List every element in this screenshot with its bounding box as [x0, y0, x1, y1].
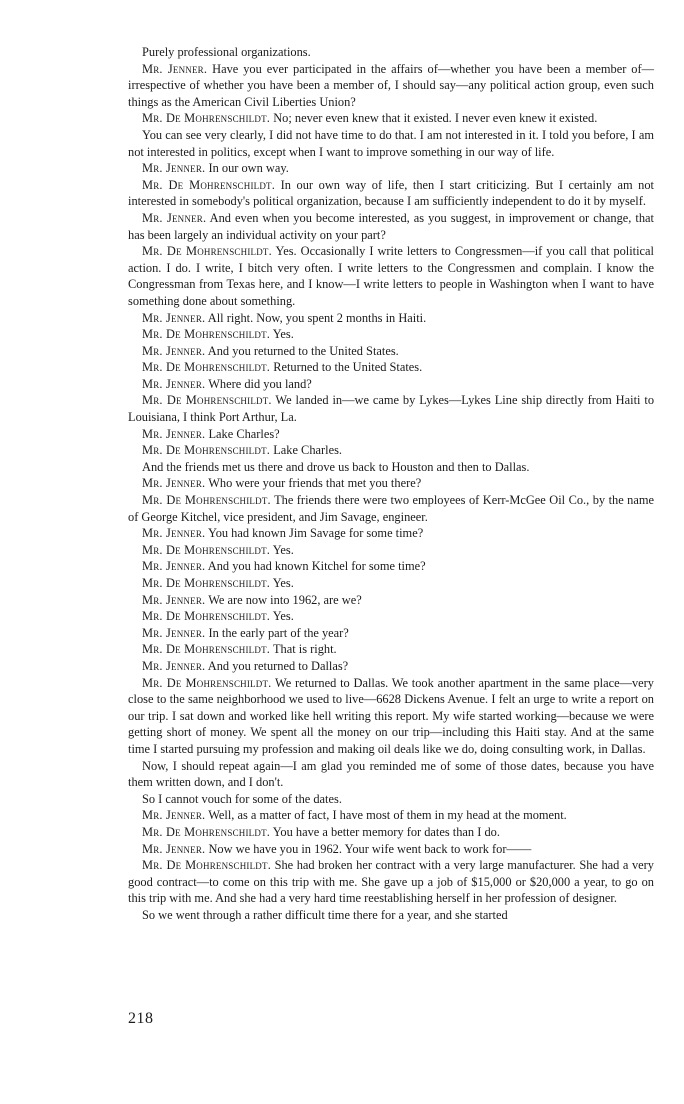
paragraph-text: In our own way of life, then I start criticizing. But I certainly am not interested in somebody's political organization, because I am sufficiently independent to do it by myself.: [128, 177, 654, 209]
transcript-paragraph: [128, 841, 654, 858]
paragraph-text: Yes.: [272, 542, 294, 557]
speaker-label: Mr. Jenner.: [142, 61, 208, 76]
transcript-paragraph: [128, 442, 654, 459]
speaker-label: Mr. De Mohrenschildt.: [142, 360, 271, 375]
speaker-label: Mr. De Mohrenschildt.: [142, 576, 271, 590]
speaker-label: Mr. Jenner.: [142, 559, 206, 574]
transcript-paragraph: [128, 525, 654, 542]
paragraph-text: Yes.: [272, 327, 294, 342]
speaker-label: Mr. De Mohrenschildt.: [142, 111, 271, 126]
speaker-label: Mr. De Mohrenschildt.: [142, 824, 271, 839]
transcript-paragraph: [128, 426, 654, 443]
paragraph-text: So I cannot vouch for some of the dates.: [142, 791, 342, 806]
transcript-paragraph: [128, 675, 654, 758]
transcript-paragraph: [128, 791, 654, 808]
page-number: 218: [128, 1010, 154, 1027]
paragraph-text: You can see very clearly, I did not have time to do that. I am not interested in it. I told you before, I am not interested in politics, except when I want to improve something in our way of life.: [128, 127, 654, 159]
speaker-label: Mr. Jenner.: [142, 841, 206, 856]
paragraph-text: She had broken her contract with a very large manufacturer. She had a very good contract—to come on this trip with me. She gave up a job of $15,000 or $20,000 a year, to go on this trip with me. And she had a very hard time reestablishing herself in her profession of designer.: [128, 858, 654, 906]
speaker-label: Mr. De Mohrenschildt.: [142, 327, 271, 342]
speaker-label: Mr. Jenner.: [142, 343, 206, 358]
speaker-label: Mr. De Mohrenschildt.: [142, 393, 272, 408]
transcript-paragraph: [128, 558, 654, 575]
speaker-label: Mr. Jenner.: [142, 658, 206, 673]
transcript-paragraph: [128, 61, 654, 111]
transcript-paragraph: [128, 326, 654, 343]
speaker-label: Mr. Jenner.: [142, 426, 206, 441]
paragraph-text: Purely professional organizations.: [142, 45, 311, 59]
speaker-label: Mr. De Mohrenschildt.: [142, 542, 271, 557]
transcript-body: [128, 44, 654, 923]
transcript-paragraph: [128, 392, 654, 425]
speaker-label: Mr. De Mohrenschildt.: [142, 177, 276, 192]
paragraph-text: Now, I should repeat again—I am glad you reminded me of some of those dates, because you have them written down, and I don't.: [128, 758, 654, 790]
paragraph-text: In our own way.: [208, 161, 289, 176]
transcript-paragraph: [128, 210, 654, 243]
transcript-paragraph: [128, 824, 654, 841]
paragraph-text: So we went through a rather difficult time there for a year, and she started: [142, 907, 508, 922]
paragraph-text: Now we have you in 1962. Your wife went back to work for——: [208, 841, 532, 856]
transcript-paragraph: [128, 177, 654, 210]
transcript-paragraph: [128, 475, 654, 492]
speaker-label: Mr. De Mohrenschildt.: [142, 675, 272, 690]
paragraph-text: You have a better memory for dates than I do.: [272, 824, 500, 839]
paragraph-text: And you returned to Dallas?: [207, 658, 349, 673]
paragraph-text: Where did you land?: [208, 376, 312, 391]
speaker-label: Mr. De Mohrenschildt.: [142, 244, 272, 259]
transcript-paragraph: [128, 807, 654, 824]
paragraph-text: Who were your friends that met you there?: [208, 476, 422, 491]
paragraph-text: Yes.: [272, 609, 294, 624]
paragraph-text: We are now into 1962, are we?: [208, 592, 362, 607]
speaker-label: Mr. Jenner.: [142, 161, 206, 176]
transcript-paragraph: [128, 160, 654, 177]
paragraph-text: That is right.: [272, 642, 337, 657]
speaker-label: Mr. De Mohrenschildt.: [142, 642, 271, 657]
paragraph-text: We landed in—we came by Lykes—Lykes Line ship directly from Haiti to Louisiana, I think Port Arthur, La.: [128, 393, 655, 425]
speaker-label: Mr. De Mohrenschildt.: [142, 609, 271, 624]
paragraph-text: Have you ever participated in the affairs of—whether you have been a member of—irrespective of whether you have been a member of, I should say—any political action group, even such things as the American Civil Liberties Union?: [128, 61, 654, 109]
transcript-paragraph: [128, 857, 654, 907]
paragraph-text: Returned to the United States.: [273, 360, 423, 375]
transcript-paragraph: [128, 658, 654, 675]
paragraph-text: In the early part of the year?: [208, 625, 349, 640]
paragraph-text: Lake Charles?: [208, 426, 280, 441]
paragraph-text: No; never even knew that it existed. I never even knew it existed.: [273, 111, 598, 126]
speaker-label: Mr. Jenner.: [142, 310, 206, 325]
transcript-paragraph: [128, 44, 654, 61]
paragraph-text: And you returned to the United States.: [207, 343, 399, 358]
paragraph-text: Yes. Occasionally I write letters to Congressmen—if you call that political action. I do. I write, I bitch very often. I write letters to the Congressmen and complain. I know the Congressman from Texas here, and I know—I write letters to people in Washington when I want to have something done about something.: [128, 244, 655, 308]
speaker-label: Mr. De Mohrenschildt.: [142, 493, 271, 508]
transcript-paragraph: [128, 110, 654, 127]
transcript-paragraph: [128, 625, 654, 642]
speaker-label: Mr. De Mohrenschildt.: [142, 858, 271, 873]
paragraph-text: Well, as a matter of fact, I have most of them in my head at the moment.: [208, 808, 567, 823]
transcript-paragraph: [128, 608, 654, 625]
paragraph-text: Yes.: [272, 576, 294, 590]
transcript-paragraph: [128, 758, 654, 791]
speaker-label: Mr. Jenner.: [142, 476, 206, 491]
speaker-label: Mr. Jenner.: [142, 808, 206, 823]
speaker-label: Mr. Jenner.: [142, 376, 206, 391]
paragraph-text: The friends there were two employees of Kerr-McGee Oil Co., by the name of George Kitchel, vice president, and Jim Savage, engineer.: [128, 493, 655, 524]
transcript-paragraph: [128, 575, 654, 592]
transcript-paragraph: [128, 359, 654, 376]
transcript-paragraph: [128, 243, 654, 309]
speaker-label: Mr. Jenner.: [142, 210, 207, 225]
transcript-paragraph: [128, 376, 654, 393]
transcript-paragraph: [128, 492, 654, 525]
paragraph-text: You had known Jim Savage for some time?: [207, 526, 424, 541]
speaker-label: Mr. Jenner.: [142, 526, 206, 541]
paragraph-text: Lake Charles.: [273, 443, 342, 458]
transcript-paragraph: [128, 310, 654, 327]
paragraph-text: And you had known Kitchel for some time?: [207, 559, 426, 574]
speaker-label: Mr. De Mohrenschildt.: [142, 443, 271, 458]
transcript-paragraph: [128, 907, 654, 924]
paragraph-text: All right. Now, you spent 2 months in Haiti.: [207, 310, 427, 325]
paragraph-text: We returned to Dallas. We took another apartment in the same place—very close to the same neighborhood we used to live—6628 Dickens Avenue. I felt an urge to write a report on our trip. I sat down and worked like hell writing this report. My wife started working—because we were getting short of money. We spent all the money on our trip—including this Haiti stay. And at the same time I started pursuing my profession and making oil deals like we do, doing consulting work, in Dallas.: [128, 675, 654, 756]
transcript-paragraph: [128, 343, 654, 360]
transcript-paragraph: [128, 459, 654, 476]
speaker-label: Mr. Jenner.: [142, 592, 206, 607]
paragraph-text: And the friends met us there and drove us back to Houston and then to Dallas.: [142, 459, 530, 474]
speaker-label: Mr. Jenner.: [142, 625, 206, 640]
transcript-paragraph: [128, 542, 654, 559]
transcript-paragraph: [128, 127, 654, 160]
transcript-paragraph: [128, 592, 654, 609]
paragraph-text: And even when you become interested, as you suggest, in improvement or change, that has been largely an individual activity on your part?: [128, 210, 654, 242]
transcript-paragraph: [128, 641, 654, 658]
